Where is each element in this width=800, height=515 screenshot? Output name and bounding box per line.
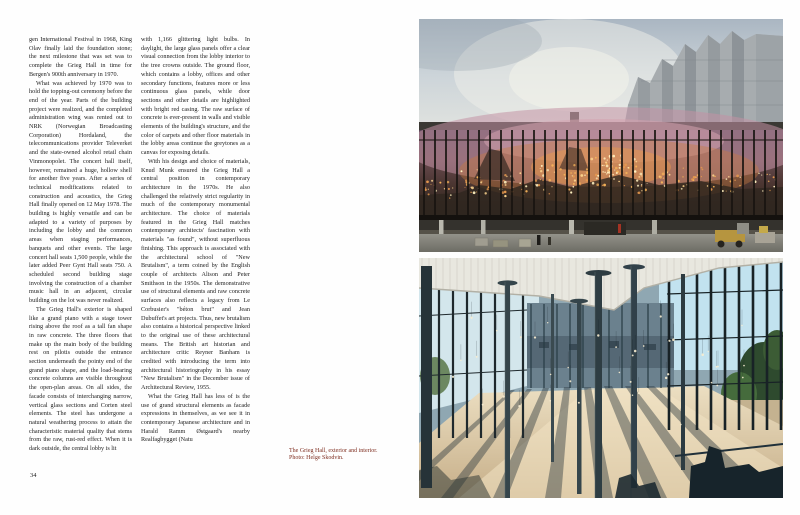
photo-caption [289, 448, 399, 462]
worker-silhouette [537, 235, 541, 245]
body-paragraph: The Grieg Hall's exterior is shaped like a grand piano with a stage tower rising above the roof as a tall fan shape in raw concrete. The three floors that make up the main body of the building rest on pilotis outside the entrance section underneath the pointy end of the grand piano shape, and the load-bearing concrete columns are visible throughout the open-plan areas. On all sides, the facade consists of interchanging narrow, vertical glass sections and Corten steel elements. The steel has undergone a natural weathering process to attain the characteristic material quality that stems from the raw, rust-red effect. When it is dark outside, the central lobby is lit [29, 305, 132, 453]
body-paragraph: What was achieved by 1970 was to hold the topping-out ceremony before the end of the year. Parts of the building project were realized, and the completed administration wing was rented out to NRK (Norwegian Broadcasting Corporation) Hordaland, the telecommunications provider Televerket and the state-owned alcohol retail chain Vinmonopolet. The concert hall itself, however, remained a huge, hollow shell for another five years. After a series of technical modifications related to construction and acoustics, the Grieg Hall finally opened on 12 May 1978. The building is highly versatile and can be adapted to a variety of purposes by including the lobby and the common areas when staging performances, banquets and other events. The large concert hall seats 1,500 people, while the later added Peer Gynt Hall seats 750. A scheduled second building stage involving the construction of a chamber music hall in an adjacent, circular building on the lot was never realized. [29, 79, 132, 305]
body-paragraph: With his design and choice of materials, Knud Munk ensured the Grieg Hall a central position in contemporary architecture in the 1970s. He also challenged the relatively strict regularity in much of the contemporary monumental architecture. The choice of materials featured in the Grieg Hall matches contemporary architects' fascination with materials "as found", without superfluous finishing. This approach is associated with the architectural school of "New Brutalism", a term coined by the English couple of architects Alison and Peter Smithson in the 1950s. The demonstrative use of structural elements and raw concrete surfaces also reflects a legacy from Le Corbusier's "béton brut" and Jean Dubuffet's art projects. Thus, new brutalism also contains a historical perspective linked to the original use of these architectural means. The British art historian and architecture critic Reyner Banham is credited with introducing the term into architectural historiography in his essay "New Brutalism" in the December issue of Architectural Review, 1955. [141, 157, 250, 392]
ground-level-construction [419, 220, 783, 252]
body-paragraph: What the Grieg Hall has less of is the use of grand structural elements as facade expressions in themselves, as we see it in contemporary Japanese architecture and in Harald Ramm Østgaard's nearby Realfagbygget (Natu [141, 392, 250, 444]
interior-photo-illustration [419, 258, 783, 498]
red-door-accent [618, 224, 621, 233]
body-paragraph: with 1,166 glittering light bulbs. In daylight, the large glass panels offer a clear visual connection from the lobby interior to the tree crowns outside. The ground floor, which contains a lobby, offices and other secondary functions, features more or less continuous glass panels, while door sections and other details are highlighted with bright red casing. The raw surface of concrete is ever-present in walls and visible elements of the building's structure, and the color of carpets and other floor materials in the lobby areas continue the greytones as a canvas for exposing details. [141, 36, 250, 157]
photo-grieg-hall-interior [419, 258, 783, 498]
exterior-photo-illustration [419, 19, 783, 252]
caption-line-1: The Grieg Hall, exterior and interior. [289, 448, 378, 454]
page-number: 34 [30, 472, 37, 479]
glass-curtain-wall [419, 107, 783, 220]
body-paragraph: gen International Festival in 1968, King Olav finally laid the foundation stone; the next milestone that was set was to complete the Grieg Hall in time for Bergen's 900th anniversary in 1970. [29, 36, 132, 78]
text-column-2 [141, 36, 250, 468]
text-column-1 [29, 36, 132, 468]
caption-line-2: Photo: Helge Skodvin. [289, 455, 344, 462]
photo-grieg-hall-exterior [419, 19, 783, 252]
